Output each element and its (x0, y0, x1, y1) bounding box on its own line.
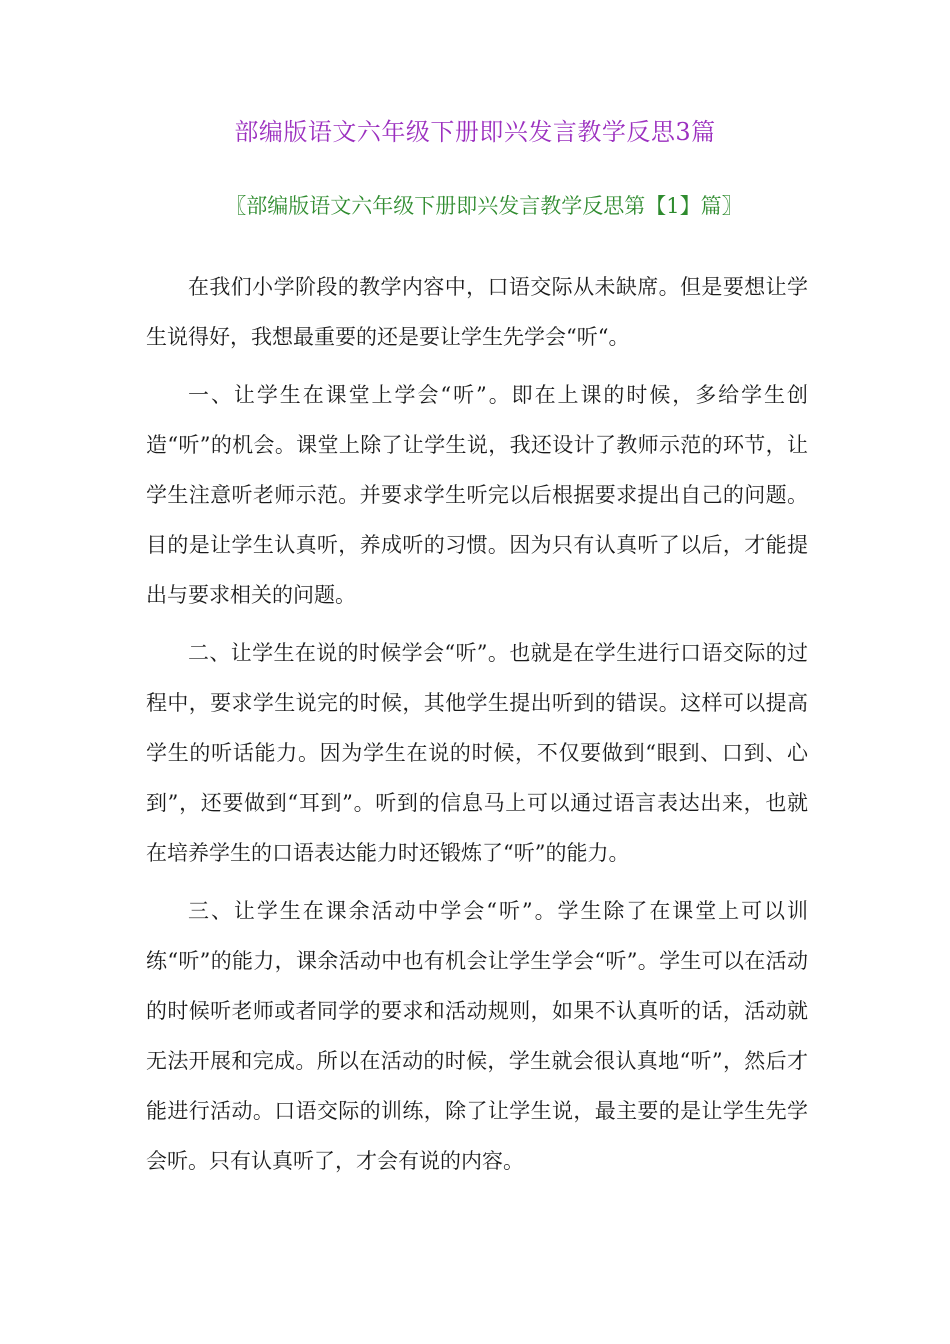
paragraph-point-two: 二、让学生在说的时候学会“听”。也就是在学生进行口语交际的过程中，要求学生说完的时候，其他学生提出听到的错误。这样可以提高学生的听话能力。因为学生在说的时候，不仅要做到“眼到、口到、心到”，还要做到“耳到”。听到的信息马上可以通过语言表达出来，也就在培养学生的口语表达能力时还锻炼了“听”的能力。 (146, 641, 808, 865)
section-heading: 〖部编版语文六年级下册即兴发言教学反思第【1】篇〗 (225, 194, 743, 218)
paragraph-point-three: 三、让学生在课余活动中学会“听”。学生除了在课堂上可以训练“听”的能力，课余活动中也有机会让学生学会“听”。学生可以在活动的时候听老师或者同学的要求和活动规则，如果不认真听的话，活动就无法开展和完成。所以在活动的时候，学生就会很认真地“听”，然后才能进行活动。口语交际的训练，除了让学生说，最主要的是让学生先学会听。只有认真听了，才会有说的内容。 (146, 899, 808, 1173)
paragraph-intro: 在我们小学阶段的教学内容中，口语交际从未缺席。但是要想让学生说得好，我想最重要的还是要让学生先学会“听“。 (146, 275, 808, 349)
paragraph-point-one: 一、让学生在课堂上学会“听”。即在上课的时候，多给学生创造“听”的机会。课堂上除了让学生说，我还设计了教师示范的环节，让学生注意听老师示范。并要求学生听完以后根据要求提出自己的问题。目的是让学生认真听，养成听的习惯。因为只有认真听了以后，才能提出与要求相关的问题。 (146, 383, 808, 607)
document-body (146, 262, 808, 1194)
document-title: 部编版语文六年级下册即兴发言教学反思3篇 (234, 118, 716, 146)
